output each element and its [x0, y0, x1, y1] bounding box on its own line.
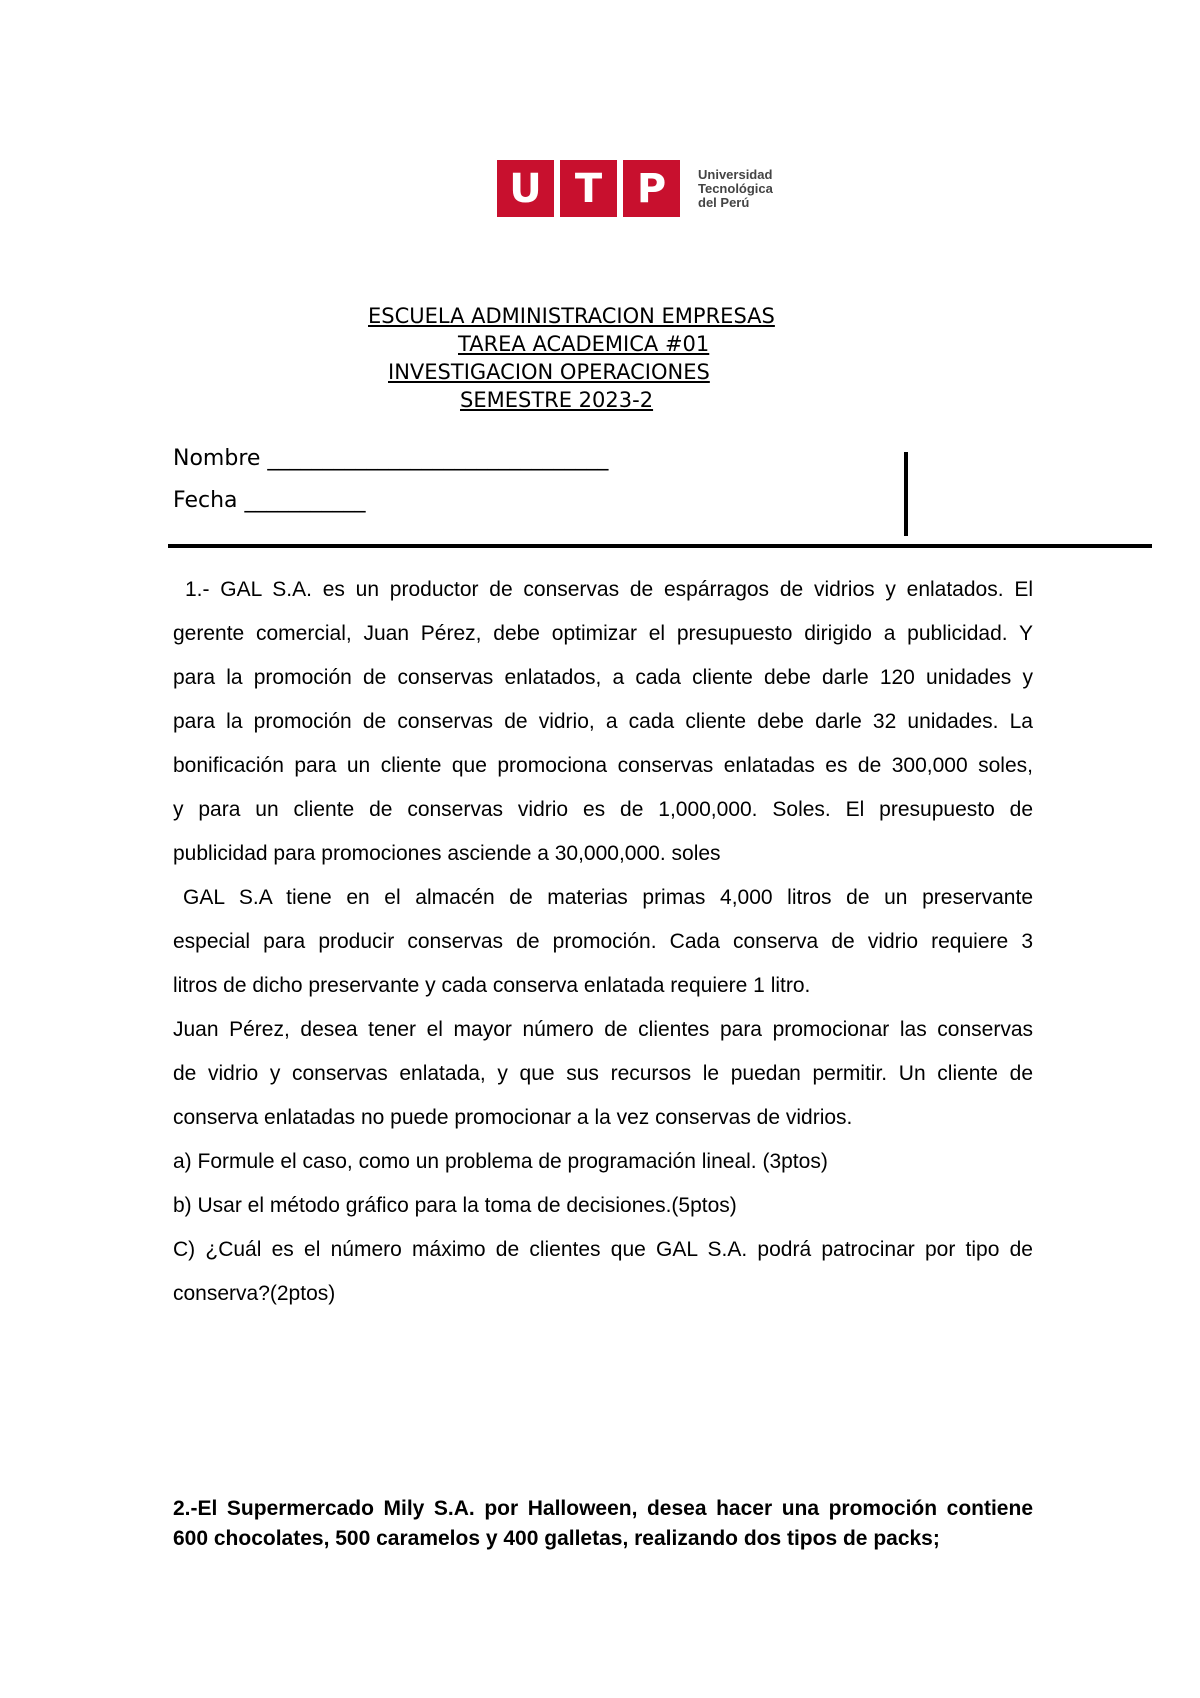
question-1	[173, 568, 1033, 1316]
university-name: Universidad Tecnológica del Perú	[698, 166, 773, 210]
q1-line: bonificación para un cliente que promociona conservas enlatadas es de 300,000 soles,	[173, 754, 1033, 777]
q1-line: especial para producir conservas de promoción. Cada conserva de vidrio requiere 3	[173, 930, 1033, 953]
fecha-field: Fecha ___________	[173, 488, 366, 513]
logo-letter-p: P	[623, 160, 680, 217]
header-school: ESCUELA ADMINISTRACION EMPRESAS	[368, 304, 775, 328]
q1-line: de vidrio y conservas enlatada, y que sus recursos le puedan permitir. Un cliente de	[173, 1062, 1033, 1085]
question-2	[173, 1494, 1033, 1554]
q1-line: GAL S.A tiene en el almacén de materias primas 4,000 litros de un preservante	[183, 886, 1033, 909]
utp-logo	[497, 160, 773, 217]
q1-part-c: C) ¿Cuál es el número máximo de clientes que GAL S.A. podrá patrocinar por tipo de	[173, 1238, 1033, 1261]
q1-line: litros de dicho preservante y cada conserva enlatada requiere 1 litro.	[173, 974, 811, 997]
q1-line: conserva enlatadas no puede promocionar a la vez conservas de vidrios.	[173, 1106, 853, 1129]
q2-line: 600 chocolates, 500 caramelos y 400 galletas, realizando dos tipos de packs;	[173, 1527, 940, 1550]
q1-line: para la promoción de conservas de vidrio, a cada cliente debe darle 32 unidades. La	[173, 710, 1033, 733]
vertical-divider	[904, 452, 908, 536]
q1-line: para la promoción de conservas enlatados, a cada cliente debe darle 120 unidades y	[173, 666, 1033, 689]
header-assignment: TAREA ACADEMICA #01	[458, 332, 710, 356]
q1-line: gerente comercial, Juan Pérez, debe optimizar el presupuesto dirigido a publicidad. Y	[173, 622, 1033, 645]
q1-line: 1.- GAL S.A. es un productor de conservas de espárragos de vidrios y enlatados. El	[185, 578, 1033, 601]
logo-letter-u: U	[497, 160, 554, 217]
header-course: INVESTIGACION OPERACIONES	[388, 360, 710, 384]
q1-part-c-cont: conserva?(2ptos)	[173, 1282, 336, 1305]
nombre-field: Nombre _______________________________	[173, 446, 609, 471]
q1-part-a: a) Formule el caso, como un problema de programación lineal. (3ptos)	[173, 1150, 828, 1173]
q1-line: publicidad para promociones asciende a 30,000,000. soles	[173, 842, 721, 865]
q1-part-b: b) Usar el método gráfico para la toma de decisiones.(5ptos)	[173, 1194, 737, 1217]
logo-letter-t: T	[560, 160, 617, 217]
horizontal-rule	[168, 544, 1152, 548]
q2-line: 2.-El Supermercado Mily S.A. por Halloween, desea hacer una promoción contiene	[173, 1497, 1033, 1520]
q1-line: Juan Pérez, desea tener el mayor número de clientes para promocionar las conservas	[173, 1018, 1033, 1041]
header-semester: SEMESTRE 2023-2	[460, 388, 654, 412]
q1-line: y para un cliente de conservas vidrio es de 1,000,000. Soles. El presupuesto de	[173, 798, 1033, 821]
